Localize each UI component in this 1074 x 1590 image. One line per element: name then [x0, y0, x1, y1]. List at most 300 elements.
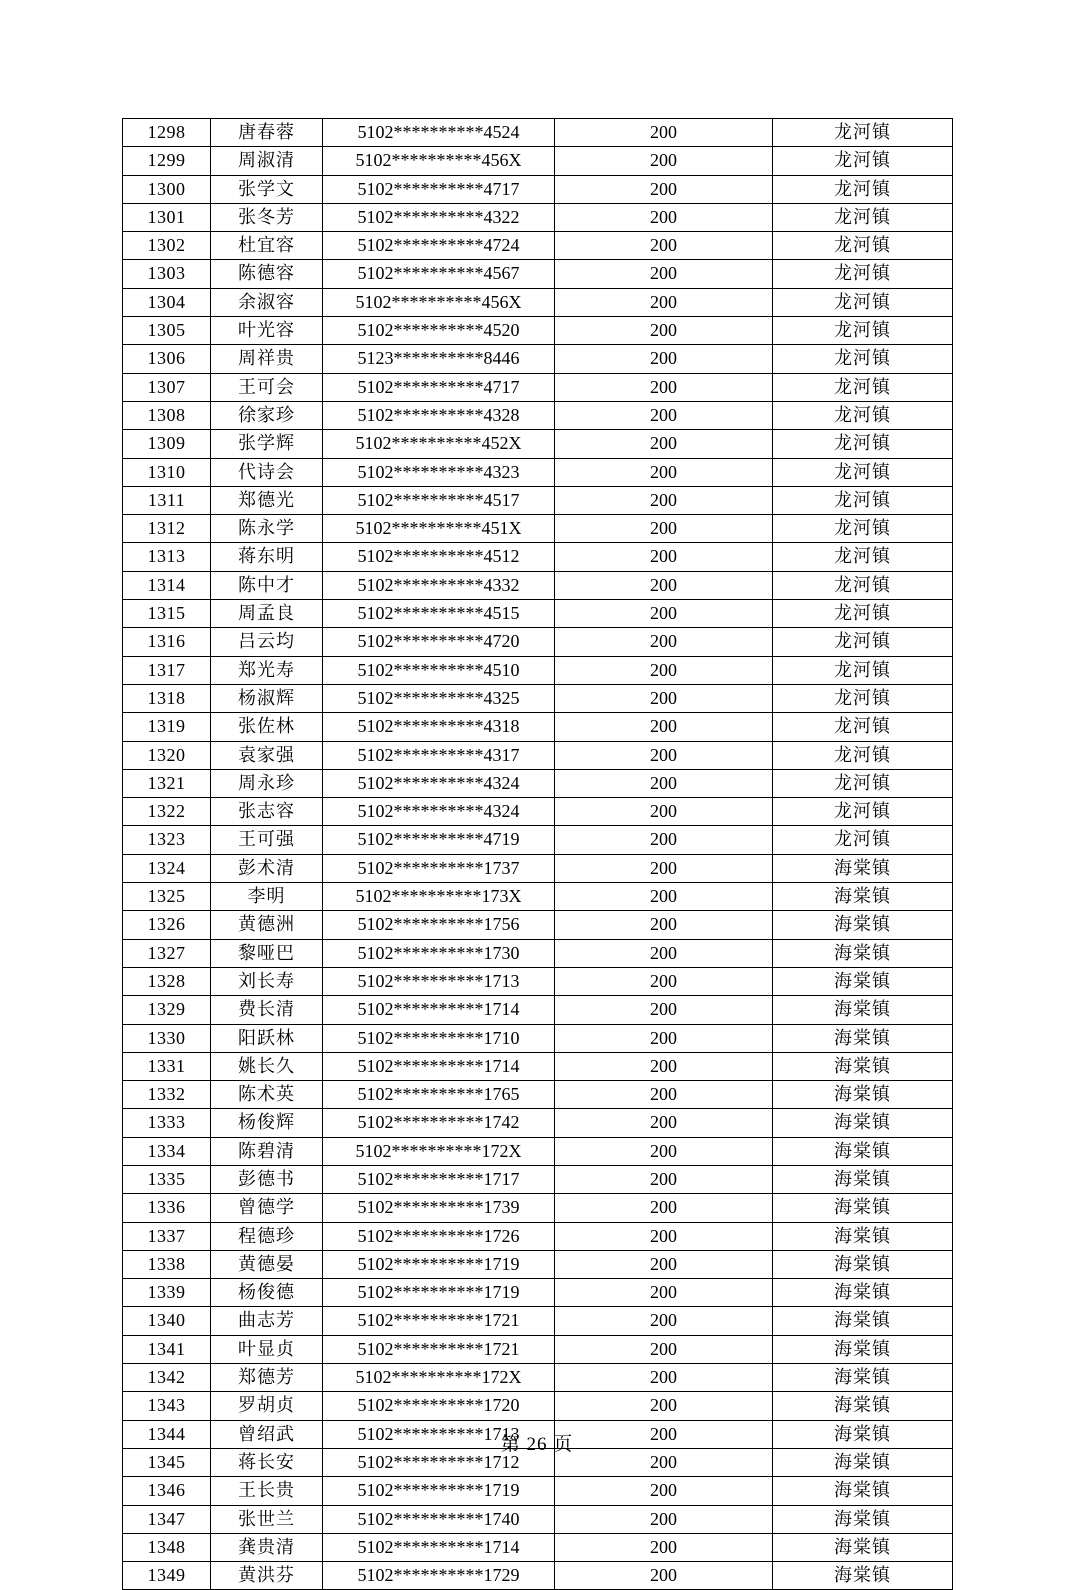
cell-amount: 200	[555, 883, 773, 911]
cell-id-number: 5102**********1721	[323, 1335, 555, 1363]
cell-amount: 200	[555, 1505, 773, 1533]
cell-id-number: 5102**********4512	[323, 543, 555, 571]
cell-township: 龙河镇	[773, 345, 953, 373]
table-row	[123, 515, 953, 543]
cell-name: 代诗会	[211, 458, 323, 486]
cell-name: 唐春蓉	[211, 119, 323, 147]
cell-name: 陈术英	[211, 1081, 323, 1109]
cell-id-number: 5102**********4324	[323, 798, 555, 826]
cell-amount: 200	[555, 571, 773, 599]
cell-id-number: 5102**********4719	[323, 826, 555, 854]
cell-township: 海棠镇	[773, 1307, 953, 1335]
cell-sequence: 1331	[123, 1052, 211, 1080]
cell-name: 黄德晏	[211, 1250, 323, 1278]
table-row	[123, 232, 953, 260]
cell-amount: 200	[555, 1165, 773, 1193]
cell-township: 海棠镇	[773, 883, 953, 911]
cell-amount: 200	[555, 175, 773, 203]
table-row	[123, 317, 953, 345]
cell-sequence: 1319	[123, 713, 211, 741]
cell-amount: 200	[555, 1081, 773, 1109]
table-row	[123, 769, 953, 797]
cell-township: 龙河镇	[773, 543, 953, 571]
cell-township: 海棠镇	[773, 1562, 953, 1590]
cell-name: 蒋长安	[211, 1448, 323, 1476]
cell-name: 曾德学	[211, 1194, 323, 1222]
table-row	[123, 1109, 953, 1137]
table-row	[123, 1165, 953, 1193]
cell-township: 龙河镇	[773, 175, 953, 203]
cell-amount: 200	[555, 1024, 773, 1052]
cell-id-number: 5102**********1756	[323, 911, 555, 939]
cell-sequence: 1300	[123, 175, 211, 203]
cell-name: 刘长寿	[211, 967, 323, 995]
table-row	[123, 543, 953, 571]
cell-id-number: 5102**********1721	[323, 1307, 555, 1335]
cell-township: 龙河镇	[773, 373, 953, 401]
cell-township: 海棠镇	[773, 1194, 953, 1222]
table-row	[123, 1194, 953, 1222]
cell-id-number: 5102**********4515	[323, 600, 555, 628]
cell-sequence: 1302	[123, 232, 211, 260]
table-row	[123, 373, 953, 401]
cell-township: 海棠镇	[773, 1335, 953, 1363]
cell-id-number: 5102**********4720	[323, 628, 555, 656]
cell-sequence: 1347	[123, 1505, 211, 1533]
cell-sequence: 1306	[123, 345, 211, 373]
cell-name: 陈碧清	[211, 1137, 323, 1165]
cell-amount: 200	[555, 147, 773, 175]
cell-sequence: 1349	[123, 1562, 211, 1590]
cell-amount: 200	[555, 1222, 773, 1250]
cell-township: 海棠镇	[773, 1505, 953, 1533]
cell-amount: 200	[555, 1364, 773, 1392]
cell-name: 周祥贵	[211, 345, 323, 373]
cell-id-number: 5102**********4520	[323, 317, 555, 345]
cell-amount: 200	[555, 1335, 773, 1363]
cell-township: 海棠镇	[773, 1420, 953, 1448]
table-row	[123, 967, 953, 995]
cell-amount: 200	[555, 458, 773, 486]
cell-amount: 200	[555, 1420, 773, 1448]
cell-sequence: 1323	[123, 826, 211, 854]
table-row	[123, 798, 953, 826]
cell-sequence: 1307	[123, 373, 211, 401]
cell-township: 龙河镇	[773, 769, 953, 797]
cell-name: 杜宜容	[211, 232, 323, 260]
cell-amount: 200	[555, 769, 773, 797]
cell-amount: 200	[555, 543, 773, 571]
cell-township: 海棠镇	[773, 996, 953, 1024]
cell-sequence: 1303	[123, 260, 211, 288]
cell-township: 海棠镇	[773, 911, 953, 939]
cell-id-number: 5102**********4325	[323, 684, 555, 712]
cell-township: 龙河镇	[773, 401, 953, 429]
cell-id-number: 5102**********1714	[323, 1533, 555, 1561]
cell-amount: 200	[555, 939, 773, 967]
cell-name: 彭德书	[211, 1165, 323, 1193]
cell-id-number: 5102**********452X	[323, 430, 555, 458]
cell-name: 彭术清	[211, 854, 323, 882]
cell-id-number: 5102**********4510	[323, 656, 555, 684]
table-row	[123, 656, 953, 684]
table-row	[123, 175, 953, 203]
cell-name: 余淑容	[211, 288, 323, 316]
cell-sequence: 1314	[123, 571, 211, 599]
cell-amount: 200	[555, 119, 773, 147]
cell-id-number: 5102**********172X	[323, 1137, 555, 1165]
page-footer: 第 26 页	[500, 1434, 574, 1455]
cell-township: 海棠镇	[773, 1448, 953, 1476]
cell-amount: 200	[555, 684, 773, 712]
cell-amount: 200	[555, 798, 773, 826]
cell-id-number: 5102**********1719	[323, 1250, 555, 1278]
cell-sequence: 1305	[123, 317, 211, 345]
cell-amount: 200	[555, 1392, 773, 1420]
cell-name: 费长清	[211, 996, 323, 1024]
cell-sequence: 1321	[123, 769, 211, 797]
cell-name: 阳跃林	[211, 1024, 323, 1052]
cell-township: 龙河镇	[773, 260, 953, 288]
table-row	[123, 826, 953, 854]
cell-name: 张学文	[211, 175, 323, 203]
cell-name: 杨俊德	[211, 1279, 323, 1307]
cell-id-number: 5102**********1765	[323, 1081, 555, 1109]
cell-sequence: 1334	[123, 1137, 211, 1165]
cell-township: 龙河镇	[773, 430, 953, 458]
table-row	[123, 1364, 953, 1392]
cell-sequence: 1344	[123, 1420, 211, 1448]
cell-id-number: 5102**********4517	[323, 486, 555, 514]
cell-id-number: 5102**********4524	[323, 119, 555, 147]
cell-id-number: 5123**********8446	[323, 345, 555, 373]
cell-name: 郑德光	[211, 486, 323, 514]
cell-id-number: 5102**********1713	[323, 967, 555, 995]
table-row	[123, 883, 953, 911]
table-row	[123, 119, 953, 147]
cell-id-number: 5102**********4724	[323, 232, 555, 260]
cell-id-number: 5102**********1730	[323, 939, 555, 967]
cell-township: 龙河镇	[773, 713, 953, 741]
cell-name: 徐家珍	[211, 401, 323, 429]
cell-name: 张学辉	[211, 430, 323, 458]
cell-amount: 200	[555, 600, 773, 628]
cell-amount: 200	[555, 1477, 773, 1505]
cell-amount: 200	[555, 401, 773, 429]
cell-name: 周淑清	[211, 147, 323, 175]
cell-sequence: 1335	[123, 1165, 211, 1193]
cell-township: 海棠镇	[773, 1109, 953, 1137]
cell-name: 杨俊辉	[211, 1109, 323, 1137]
cell-sequence: 1301	[123, 203, 211, 231]
cell-name: 叶显贞	[211, 1335, 323, 1363]
table-row	[123, 600, 953, 628]
cell-name: 罗胡贞	[211, 1392, 323, 1420]
cell-township: 海棠镇	[773, 1081, 953, 1109]
cell-amount: 200	[555, 628, 773, 656]
cell-sequence: 1338	[123, 1250, 211, 1278]
cell-sequence: 1333	[123, 1109, 211, 1137]
table-row	[123, 1335, 953, 1363]
cell-sequence: 1326	[123, 911, 211, 939]
table-row	[123, 1024, 953, 1052]
cell-name: 龚贵清	[211, 1533, 323, 1561]
cell-township: 海棠镇	[773, 854, 953, 882]
cell-amount: 200	[555, 854, 773, 882]
table-row	[123, 486, 953, 514]
cell-township: 海棠镇	[773, 1137, 953, 1165]
cell-id-number: 5102**********173X	[323, 883, 555, 911]
cell-amount: 200	[555, 911, 773, 939]
cell-name: 陈德容	[211, 260, 323, 288]
cell-id-number: 5102**********4717	[323, 175, 555, 203]
cell-sequence: 1313	[123, 543, 211, 571]
table-row	[123, 1081, 953, 1109]
cell-id-number: 5102**********1713	[323, 1420, 555, 1448]
cell-amount: 200	[555, 515, 773, 543]
cell-amount: 200	[555, 1307, 773, 1335]
cell-name: 叶光容	[211, 317, 323, 345]
cell-name: 郑光寿	[211, 656, 323, 684]
cell-name: 曾绍武	[211, 1420, 323, 1448]
cell-id-number: 5102**********1717	[323, 1165, 555, 1193]
table-row	[123, 1533, 953, 1561]
cell-township: 龙河镇	[773, 826, 953, 854]
cell-id-number: 5102**********1729	[323, 1562, 555, 1590]
table-row	[123, 1392, 953, 1420]
cell-id-number: 5102**********1726	[323, 1222, 555, 1250]
cell-amount: 200	[555, 232, 773, 260]
cell-name: 李明	[211, 883, 323, 911]
cell-amount: 200	[555, 1194, 773, 1222]
cell-name: 袁家强	[211, 741, 323, 769]
cell-sequence: 1327	[123, 939, 211, 967]
cell-township: 龙河镇	[773, 515, 953, 543]
table-row	[123, 1307, 953, 1335]
cell-name: 黎哑巴	[211, 939, 323, 967]
cell-township: 龙河镇	[773, 232, 953, 260]
cell-sequence: 1308	[123, 401, 211, 429]
cell-name: 陈中才	[211, 571, 323, 599]
cell-amount: 200	[555, 996, 773, 1024]
cell-amount: 200	[555, 1137, 773, 1165]
cell-township: 龙河镇	[773, 684, 953, 712]
table-row	[123, 1562, 953, 1590]
cell-sequence: 1328	[123, 967, 211, 995]
cell-township: 海棠镇	[773, 1024, 953, 1052]
cell-amount: 200	[555, 1448, 773, 1476]
cell-sequence: 1299	[123, 147, 211, 175]
cell-sequence: 1341	[123, 1335, 211, 1363]
cell-sequence: 1336	[123, 1194, 211, 1222]
cell-township: 龙河镇	[773, 656, 953, 684]
table-row	[123, 1137, 953, 1165]
cell-township: 海棠镇	[773, 1279, 953, 1307]
cell-amount: 200	[555, 713, 773, 741]
cell-sequence: 1329	[123, 996, 211, 1024]
cell-id-number: 5102**********1739	[323, 1194, 555, 1222]
cell-name: 姚长久	[211, 1052, 323, 1080]
table-body	[123, 119, 953, 1590]
cell-township: 海棠镇	[773, 1477, 953, 1505]
cell-sequence: 1330	[123, 1024, 211, 1052]
cell-id-number: 5102**********4332	[323, 571, 555, 599]
table-row	[123, 741, 953, 769]
cell-sequence: 1304	[123, 288, 211, 316]
table-row	[123, 571, 953, 599]
table-row	[123, 203, 953, 231]
cell-id-number: 5102**********456X	[323, 288, 555, 316]
cell-sequence: 1315	[123, 600, 211, 628]
cell-township: 龙河镇	[773, 741, 953, 769]
cell-township: 海棠镇	[773, 1392, 953, 1420]
cell-amount: 200	[555, 1533, 773, 1561]
cell-name: 张世兰	[211, 1505, 323, 1533]
cell-township: 龙河镇	[773, 600, 953, 628]
cell-sequence: 1310	[123, 458, 211, 486]
cell-id-number: 5102**********4317	[323, 741, 555, 769]
cell-sequence: 1320	[123, 741, 211, 769]
cell-id-number: 5102**********4322	[323, 203, 555, 231]
cell-township: 龙河镇	[773, 203, 953, 231]
cell-amount: 200	[555, 260, 773, 288]
cell-name: 王长贵	[211, 1477, 323, 1505]
cell-sequence: 1348	[123, 1533, 211, 1561]
cell-township: 海棠镇	[773, 1364, 953, 1392]
cell-sequence: 1322	[123, 798, 211, 826]
cell-amount: 200	[555, 345, 773, 373]
cell-id-number: 5102**********4567	[323, 260, 555, 288]
cell-sequence: 1342	[123, 1364, 211, 1392]
cell-sequence: 1346	[123, 1477, 211, 1505]
cell-township: 龙河镇	[773, 798, 953, 826]
cell-name: 黄洪芬	[211, 1562, 323, 1590]
cell-sequence: 1337	[123, 1222, 211, 1250]
cell-sequence: 1298	[123, 119, 211, 147]
cell-id-number: 5102**********1719	[323, 1477, 555, 1505]
table-row	[123, 1279, 953, 1307]
table-row	[123, 1222, 953, 1250]
cell-id-number: 5102**********1712	[323, 1448, 555, 1476]
cell-township: 龙河镇	[773, 317, 953, 345]
cell-township: 龙河镇	[773, 571, 953, 599]
table-row	[123, 911, 953, 939]
cell-amount: 200	[555, 1562, 773, 1590]
cell-amount: 200	[555, 967, 773, 995]
cell-id-number: 5102**********4324	[323, 769, 555, 797]
cell-name: 程德珍	[211, 1222, 323, 1250]
cell-name: 郑德芳	[211, 1364, 323, 1392]
cell-township: 龙河镇	[773, 486, 953, 514]
cell-id-number: 5102**********1714	[323, 996, 555, 1024]
cell-name: 周孟良	[211, 600, 323, 628]
cell-township: 龙河镇	[773, 119, 953, 147]
cell-name: 王可强	[211, 826, 323, 854]
cell-sequence: 1312	[123, 515, 211, 543]
beneficiary-table	[122, 118, 953, 1590]
table-row	[123, 260, 953, 288]
cell-name: 周永珍	[211, 769, 323, 797]
cell-township: 龙河镇	[773, 288, 953, 316]
cell-name: 杨淑辉	[211, 684, 323, 712]
cell-sequence: 1343	[123, 1392, 211, 1420]
cell-township: 龙河镇	[773, 458, 953, 486]
cell-name: 张冬芳	[211, 203, 323, 231]
cell-township: 海棠镇	[773, 1165, 953, 1193]
table-row	[123, 458, 953, 486]
cell-township: 海棠镇	[773, 939, 953, 967]
cell-id-number: 5102**********4323	[323, 458, 555, 486]
cell-sequence: 1324	[123, 854, 211, 882]
cell-township: 海棠镇	[773, 1250, 953, 1278]
table-row	[123, 401, 953, 429]
cell-township: 海棠镇	[773, 1052, 953, 1080]
table-row	[123, 1505, 953, 1533]
cell-id-number: 5102**********456X	[323, 147, 555, 175]
cell-township: 龙河镇	[773, 147, 953, 175]
cell-sequence: 1318	[123, 684, 211, 712]
cell-sequence: 1317	[123, 656, 211, 684]
cell-id-number: 5102**********1710	[323, 1024, 555, 1052]
cell-township: 海棠镇	[773, 967, 953, 995]
cell-amount: 200	[555, 373, 773, 401]
table-row	[123, 288, 953, 316]
table-row	[123, 1477, 953, 1505]
table-row	[123, 684, 953, 712]
cell-amount: 200	[555, 486, 773, 514]
cell-name: 王可会	[211, 373, 323, 401]
cell-name: 黄德洲	[211, 911, 323, 939]
cell-sequence: 1345	[123, 1448, 211, 1476]
cell-id-number: 5102**********1740	[323, 1505, 555, 1533]
cell-sequence: 1340	[123, 1307, 211, 1335]
cell-amount: 200	[555, 1052, 773, 1080]
table-row	[123, 1052, 953, 1080]
cell-id-number: 5102**********1714	[323, 1052, 555, 1080]
cell-sequence: 1325	[123, 883, 211, 911]
cell-name: 张佐林	[211, 713, 323, 741]
table-row	[123, 939, 953, 967]
cell-id-number: 5102**********1720	[323, 1392, 555, 1420]
cell-amount: 200	[555, 317, 773, 345]
cell-id-number: 5102**********1737	[323, 854, 555, 882]
cell-amount: 200	[555, 430, 773, 458]
table-row	[123, 1250, 953, 1278]
cell-id-number: 5102**********4717	[323, 373, 555, 401]
table-row	[123, 854, 953, 882]
cell-sequence: 1332	[123, 1081, 211, 1109]
cell-amount: 200	[555, 1250, 773, 1278]
table-row	[123, 345, 953, 373]
cell-amount: 200	[555, 203, 773, 231]
cell-id-number: 5102**********1742	[323, 1109, 555, 1137]
table-row	[123, 147, 953, 175]
cell-name: 吕云均	[211, 628, 323, 656]
cell-amount: 200	[555, 826, 773, 854]
cell-id-number: 5102**********4328	[323, 401, 555, 429]
cell-id-number: 5102**********451X	[323, 515, 555, 543]
cell-id-number: 5102**********1719	[323, 1279, 555, 1307]
table-row	[123, 996, 953, 1024]
cell-amount: 200	[555, 1109, 773, 1137]
table-row	[123, 430, 953, 458]
cell-township: 海棠镇	[773, 1533, 953, 1561]
cell-name: 曲志芳	[211, 1307, 323, 1335]
cell-amount: 200	[555, 741, 773, 769]
table-row	[123, 713, 953, 741]
cell-township: 海棠镇	[773, 1222, 953, 1250]
cell-sequence: 1311	[123, 486, 211, 514]
